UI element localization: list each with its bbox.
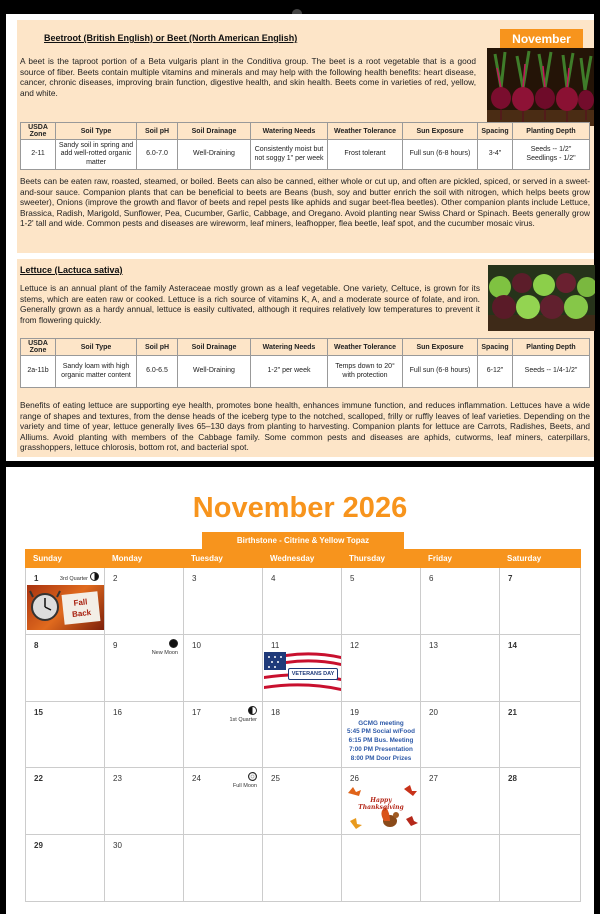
moon-phase-label: 1st Quarter [229, 716, 257, 723]
plant-info-page [6, 14, 594, 461]
calendar-grid [25, 568, 581, 902]
calendar-day-cell [104, 635, 183, 702]
november-banner: November [500, 29, 583, 49]
table-header: Soil pH [137, 123, 178, 140]
table-cell: 1-2" per week [251, 356, 328, 388]
thanksgiving-text: Happy Thanksgiving [358, 797, 404, 812]
fall-back-picture [27, 585, 104, 630]
day-number: 19 [350, 707, 359, 717]
lettuce-section [17, 259, 594, 457]
table-row [21, 356, 590, 388]
table-cell: Full sun (6-8 hours) [403, 140, 478, 170]
day-number: 13 [429, 640, 438, 650]
table-cell: 6.0-6.5 [137, 356, 178, 388]
weekday-label: Friday [428, 554, 453, 563]
table-row [21, 140, 590, 170]
table-header: Spacing [478, 339, 513, 356]
table-header: Watering Needs [251, 123, 328, 140]
weekday-label: Tuesday [191, 554, 223, 563]
calendar-day-cell [25, 768, 104, 835]
table-header: USDA Zone [21, 123, 56, 140]
day-number: 12 [350, 640, 359, 650]
day-number: 16 [113, 707, 122, 717]
day-number: 15 [34, 707, 43, 717]
weekday-label: Monday [112, 554, 143, 563]
calendar-day-cell [499, 768, 581, 835]
table-cell: Seeds -- 1/2" Seedlings - 1/2" [513, 140, 590, 170]
table-header: Soil Type [56, 123, 137, 140]
table-cell: 6-12" [478, 356, 513, 388]
calendar-day-cell [262, 568, 341, 635]
calendar-day-cell [262, 835, 341, 902]
moon-phase-label: Full Moon [232, 783, 257, 790]
beet-title: Beetroot (British English) or Beet (North American English) [44, 33, 298, 43]
calendar-day-cell [262, 702, 341, 769]
calendar-day-cell [499, 835, 581, 902]
calendar-page [6, 467, 594, 914]
event-line: GCMG meeting [358, 719, 404, 727]
weekday-label: Wednesday [270, 554, 315, 563]
beet-details: Beets can be eaten raw, roasted, steamed, or boiled. Beets can also be canned, either whole or cut up, and often are pickled, spiced, or served in a sweet-and-sour sauce. Companion plants that can be beneficial to beets are Beans (bush, soy and butter enrich the soil with nitrogen, which helps beets grow sweeter), Onions (improve the growth and flavor of beets and repel pests like aphids and sugar beet-flea beetles). Other companion plants include Lettuce, Brassica, Radish, Marigold, Sunflower, Pea, Cucumber, Garlic, Cabbage, and Oregano. Avoid planting near Swiss Chard or Spinach. Beets generally grow 1-2' tall and wide. Common pests and diseases are wireworm, leaf miners, leafhopper, flea beetle, leaf spot, and the cucumber mosaic virus. [20, 176, 590, 229]
day-number: 11 [271, 640, 280, 650]
day-number: 29 [34, 841, 43, 851]
calendar-day-cell [262, 635, 341, 702]
table-header: Sun Exposure [403, 339, 478, 356]
table-cell: Consistently moist but not soggy 1" per week [251, 140, 328, 170]
event-line: 6:15 PM Bus. Meeting [348, 737, 414, 745]
table-cell: Sandy loam with high organic matter content [56, 356, 137, 388]
moon-phase-label: New Moon [151, 649, 178, 656]
calendar-day-cell [25, 635, 104, 702]
calendar-day-cell [104, 702, 183, 769]
lettuce-photo [488, 265, 595, 331]
lettuce-title: Lettuce (Lactuca sativa) [20, 265, 123, 275]
table-header: Spacing [478, 123, 513, 140]
day-number: 7 [508, 574, 513, 583]
weekday-label: Sunday [33, 554, 62, 563]
lettuce-details: Benefits of eating lettuce are supporting eye health, promotes bone health, enhances immune function, and reduces inflammation. Lettuces have a wide range of shapes and textures, from the dense heads of the iceberg type to the notched, scalloped, frilly or ruffly leaves of leaf varieties. Depending on the variety and time of year, lettuce generally lives 65–130 days from planting to harvesting. Companion plants for lettuce are Carrots, Radishes, Beets, and Alliums. Avoid planting with members of the Cabbage family. Some common pests and diseases are aphids, cutworms, leaf miners, caterpillars, grasshoppers, lettuce chlorosis, bottom rot, and bacterial spot. [20, 400, 590, 453]
table-cell: 2-11 [21, 140, 56, 170]
beet-growing-table [20, 122, 590, 170]
new-moon-icon [169, 639, 178, 648]
day-number: 2 [113, 574, 118, 583]
calendar-day-cell [183, 702, 262, 769]
calendar-day-cell [341, 635, 420, 702]
veterans-day-text: VETERANS DAY [288, 668, 338, 680]
third-quarter-moon-icon [90, 572, 99, 581]
calendar-day-cell [341, 835, 420, 902]
table-header: Soil pH [137, 339, 178, 356]
table-cell: Sandy soil in spring and add well-rotted organic matter [56, 140, 137, 170]
table-header: Planting Depth [513, 123, 590, 140]
table-cell: Frost tolerant [328, 140, 403, 170]
day-number: 20 [429, 707, 438, 717]
day-number: 17 [192, 707, 201, 717]
table-header: Sun Exposure [403, 123, 478, 140]
day-number: 28 [508, 774, 517, 784]
fall-back-sign [62, 591, 101, 625]
table-header: Soil Drainage [178, 123, 251, 140]
table-header: USDA Zone [21, 339, 56, 356]
day-number: 4 [271, 574, 276, 583]
veterans-day-picture [264, 652, 341, 698]
fall-back-text: Fall [73, 597, 88, 608]
table-cell: Full sun (6-8 hours) [403, 356, 478, 388]
first-quarter-moon-icon [248, 706, 257, 715]
full-moon-icon [248, 772, 257, 781]
day-number: 8 [34, 640, 39, 650]
calendar-day-cell [420, 635, 499, 702]
calendar-day-cell [183, 768, 262, 835]
calendar-day-cell [104, 835, 183, 902]
day-number: 30 [113, 841, 122, 851]
calendar-day-cell [341, 568, 420, 635]
table-cell: Well-Draining [178, 356, 251, 388]
birthstone-banner: Birthstone - Citrine & Yellow Topaz [202, 532, 404, 550]
day-number: 10 [192, 640, 201, 650]
lettuce-intro: Lettuce is an annual plant of the family Asteraceae mostly grown as a leaf vegetable. One variety, Celtuce, is grown for its stems, which are eaten raw or cooked. Lettuce is a rich source of vitamins K, A, and a moderate source of folate, and iron. Generally grown as a hardy annual, lettuce is easily cultivated, although it requires relatively low temperatures to prevent it from flowering quickly. [20, 283, 480, 325]
table-cell: Seeds -- 1/4-1/2" [513, 356, 590, 388]
table-header: Weather Tolerance [328, 123, 403, 140]
day-number: 27 [429, 774, 438, 784]
table-header: Soil Drainage [178, 339, 251, 356]
table-header-row [21, 123, 590, 140]
beet-section [17, 20, 594, 253]
lettuce-growing-table [20, 338, 590, 388]
day-number: 23 [113, 774, 122, 784]
table-header: Planting Depth [513, 339, 590, 356]
calendar-day-cell [420, 835, 499, 902]
table-header: Soil Type [56, 339, 137, 356]
day-number: 22 [34, 774, 43, 784]
thanksgiving-picture [344, 783, 418, 831]
calendar-day-cell [499, 702, 581, 769]
calendar-day-cell [341, 702, 420, 769]
table-cell: Well-Draining [178, 140, 251, 170]
day-number: 24 [192, 774, 201, 784]
day-number: 18 [271, 707, 280, 717]
calendar-day-cell [25, 835, 104, 902]
calendar-day-cell [420, 768, 499, 835]
table-cell: 3-4" [478, 140, 513, 170]
beets-photo [487, 48, 594, 126]
calendar-day-cell [499, 635, 581, 702]
table-cell: Temps down to 20° with protection [328, 356, 403, 388]
gcmg-meeting-event [342, 720, 420, 764]
calendar-day-cell [341, 768, 420, 835]
calendar-day-cell [499, 568, 581, 635]
day-number: 14 [508, 640, 517, 650]
table-header: Weather Tolerance [328, 339, 403, 356]
day-number: 21 [508, 707, 517, 717]
day-number: 9 [113, 640, 118, 650]
calendar-day-cell [183, 635, 262, 702]
event-line: 5:45 PM Social w/Food [347, 728, 415, 736]
calendar-day-cell [183, 568, 262, 635]
calendar-day-cell [25, 568, 104, 635]
weekday-header [25, 549, 581, 568]
calendar-day-cell [104, 768, 183, 835]
weekday-label: Thursday [349, 554, 386, 563]
table-cell: 2a-11b [21, 356, 56, 388]
fall-back-text: Back [71, 607, 92, 619]
table-cell: 6.0-7.0 [137, 140, 178, 170]
calendar-day-cell [183, 835, 262, 902]
day-number: 6 [429, 574, 434, 583]
weekday-label: Saturday [507, 554, 542, 563]
calendar-day-cell [420, 702, 499, 769]
calendar-day-cell [25, 702, 104, 769]
calendar-day-cell [104, 568, 183, 635]
event-line: 7:00 PM Presentation [349, 745, 413, 753]
day-number: 26 [350, 774, 359, 784]
moon-phase-label: 3rd Quarter [59, 576, 88, 582]
day-number: 1 [34, 574, 39, 583]
day-number: 5 [350, 574, 355, 583]
table-header-row [21, 339, 590, 356]
table-header: Watering Needs [251, 339, 328, 356]
calendar-day-cell [262, 768, 341, 835]
beet-intro: A beet is the taproot portion of a Beta vulgaris plant in the Conditiva group. The beet is a root vegetable that is a good source of fiber. Beets contain multiple vitamins and minerals and may help with the following health benefits: heart disease, cancer, chronic diseases, improving brain function, digestive health, and skin health. Beets come in varieties of red, yellow, and white. [20, 56, 476, 98]
calendar-title: November 2026 [192, 492, 408, 524]
day-number: 25 [271, 774, 280, 784]
day-number: 3 [192, 574, 197, 583]
calendar-day-cell [420, 568, 499, 635]
event-line: 8:00 PM Door Prizes [350, 754, 412, 762]
